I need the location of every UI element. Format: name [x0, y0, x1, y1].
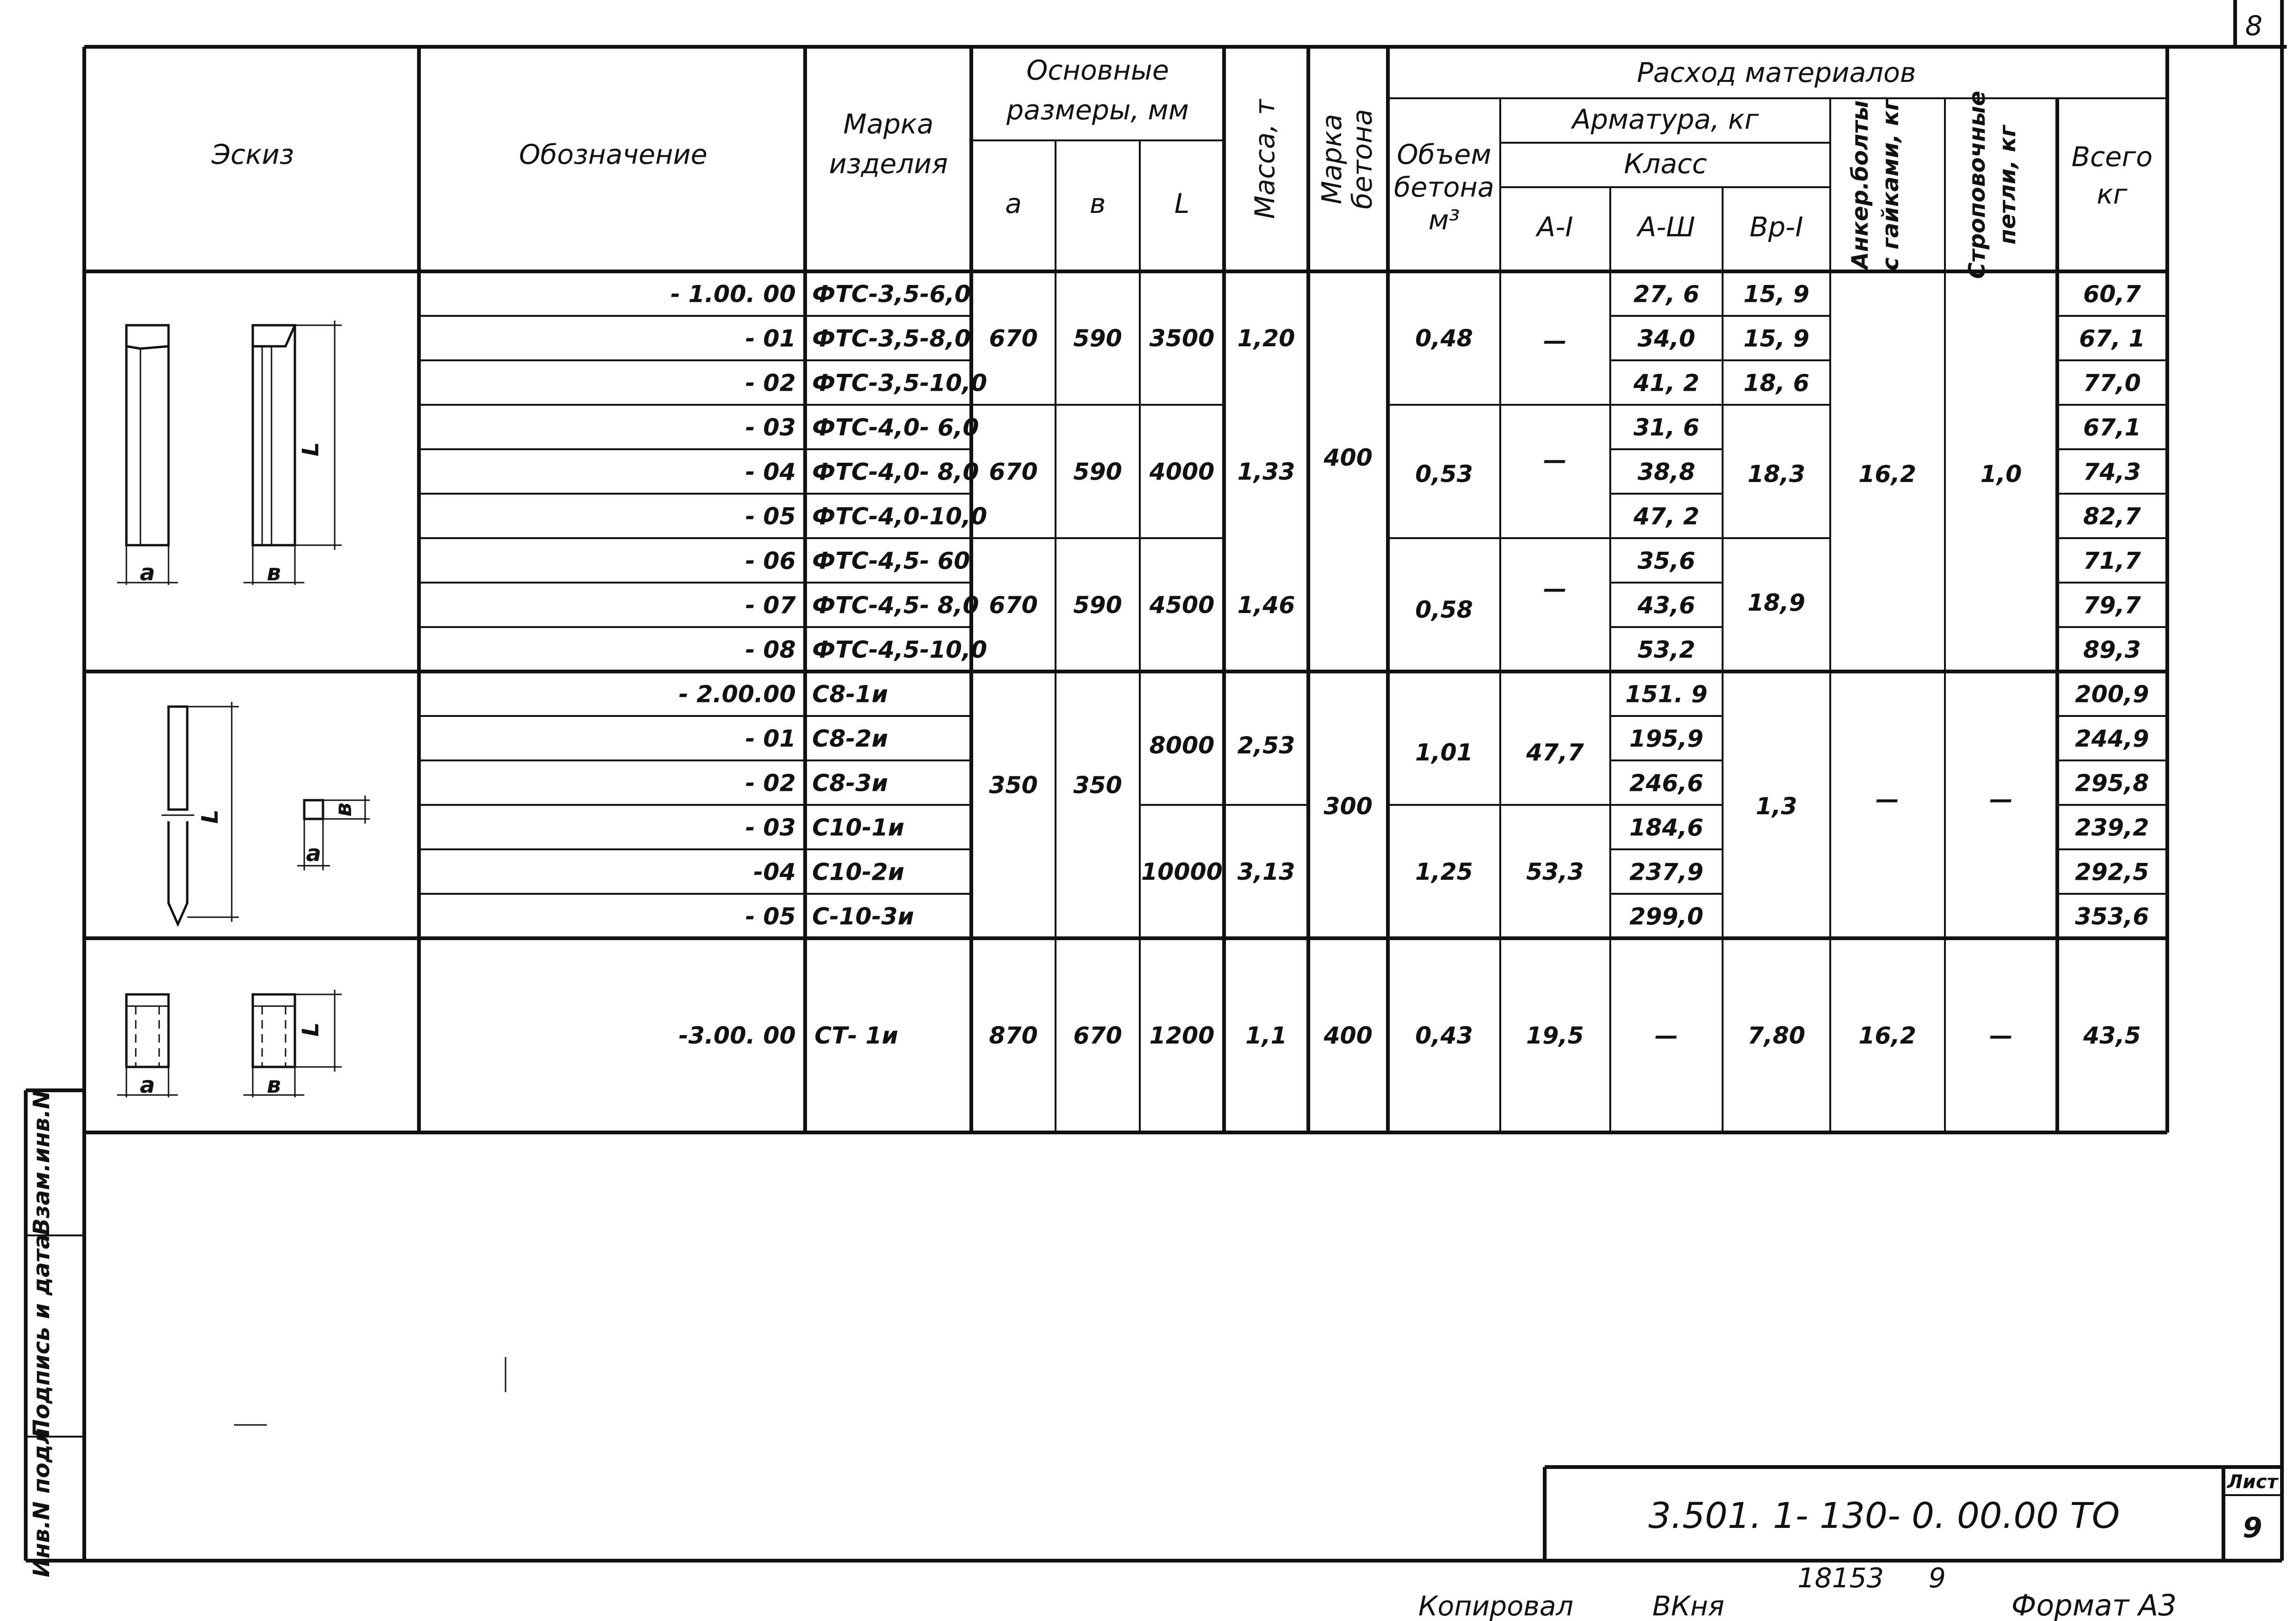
cell-vsego: 89,3	[2083, 636, 2141, 664]
s-vr1: 1,3	[1755, 793, 1797, 820]
cell-marka: С-10-3и	[812, 903, 914, 930]
s8-a1: 47,7	[1526, 739, 1584, 766]
g2-massa: 1,33	[1237, 458, 1295, 485]
cell-oboznachenie: - 07	[745, 591, 796, 619]
header-vsego-2: кг	[2097, 178, 2127, 210]
cell-marka: С10-2и	[812, 858, 904, 886]
cell-a3: 53,2	[1637, 636, 1695, 664]
header-osn-1: Основные	[1026, 54, 1169, 86]
g2-b: 590	[1073, 458, 1122, 485]
s8-obem: 1,01	[1415, 739, 1473, 766]
cell-vsego: 71,7	[2083, 547, 2141, 575]
cell-oboznachenie: - 03	[745, 814, 796, 841]
header-obem-1: Объем	[1397, 139, 1491, 170]
footer-format: Формат А3	[2011, 1588, 2177, 1621]
cell-marka: С8-1и	[812, 680, 888, 708]
cell-marka: С8-2и	[812, 725, 888, 752]
header-dim-l: L	[1174, 188, 1190, 219]
header-marka-betona-1: Марка	[1316, 114, 1348, 204]
st-l: 1200	[1149, 1022, 1215, 1049]
footer	[1418, 1562, 2177, 1621]
cell-oboznachenie: - 01	[745, 325, 796, 352]
g1-a1: —	[1543, 327, 1567, 354]
cell-vsego: 67, 1	[2079, 325, 2145, 352]
cell-oboznachenie: - 2.00.00	[678, 680, 796, 708]
side-stamp	[26, 1090, 84, 1577]
cell-vr1: 15, 9	[1743, 280, 1810, 308]
sketch-st-label-a: a	[139, 1072, 155, 1098]
st-oboz: -3.00. 00	[678, 1022, 796, 1049]
cell-vsego: 77,0	[2083, 369, 2141, 397]
cell-marka: ФТС-4,0- 8,0	[812, 458, 979, 486]
sketch-pile-label-b: в	[330, 802, 357, 817]
cell-a3: 34,0	[1637, 325, 1695, 352]
st-massa: 1,1	[1245, 1022, 1287, 1049]
g2-obem: 0,53	[1415, 460, 1473, 488]
st-a1: 19,5	[1526, 1022, 1584, 1049]
header-armatura: Арматура, кг	[1572, 103, 1759, 135]
g3-massa: 1,46	[1237, 591, 1295, 619]
cell-a3: 35,6	[1637, 547, 1695, 575]
footer-number-2: 9	[1929, 1562, 1946, 1594]
sketch-ftc-side	[243, 321, 342, 586]
header-strop-1: Строповочные	[1964, 91, 1990, 279]
cell-a3: 151. 9	[1625, 680, 1708, 708]
cell-marka: ФТС-3,5-10,0	[812, 369, 987, 397]
footer-signature: ВКня	[1652, 1590, 1724, 1621]
cell-vsego: 60,7	[2083, 280, 2141, 308]
header-strop-2: петли, кг	[1995, 125, 2021, 245]
g1-a: 670	[989, 325, 1038, 352]
st-strop: —	[1989, 1022, 2013, 1049]
cell-vsego: 67,1	[2083, 414, 2141, 441]
footer-kopiroval: Копировал	[1418, 1590, 1574, 1621]
s8-l: 8000	[1149, 732, 1215, 759]
header-a3: А-Ш	[1637, 211, 1695, 243]
st-obem: 0,43	[1415, 1022, 1473, 1049]
sheet-number-top: 8	[2245, 10, 2263, 42]
header-obem-2: бетона	[1394, 171, 1495, 203]
cell-a3: 47, 2	[1633, 503, 1700, 530]
cell-a3: 38,8	[1637, 458, 1695, 486]
g3-a1: —	[1543, 575, 1567, 602]
footer-number: 18153	[1797, 1562, 1884, 1594]
s10-obem: 1,25	[1415, 858, 1473, 885]
cell-vsego: 239,2	[2075, 814, 2149, 841]
cell-oboznachenie: - 02	[745, 369, 796, 397]
title-block	[1545, 1467, 2282, 1561]
cell-a3: 184,6	[1629, 814, 1704, 841]
g3-vr1: 18,9	[1747, 589, 1805, 616]
stamp-podpis: Подпись и дата	[29, 1234, 55, 1438]
s10-a1: 53,3	[1526, 858, 1584, 885]
s-a: 350	[989, 772, 1038, 799]
sketch-ftc-front	[117, 325, 178, 586]
cell-vsego: 292,5	[2075, 858, 2149, 886]
s-anker: —	[1876, 786, 1899, 813]
page-frame	[84, 0, 2287, 1561]
ftc-anker: 16,2	[1858, 460, 1916, 488]
cell-vr1: 15, 9	[1743, 325, 1810, 352]
cell-marka: ФТС-3,5-6,0	[812, 280, 971, 308]
sketch-pile	[161, 702, 370, 924]
cell-marka: ФТС-3,5-8,0	[812, 325, 971, 352]
cell-marka: ФТС-4,5-10,0	[812, 636, 987, 664]
cell-marka: С10-1и	[812, 814, 904, 841]
g3-l: 4500	[1149, 591, 1215, 619]
header-obem-3: м³	[1428, 204, 1460, 236]
g1-l: 3500	[1149, 325, 1215, 352]
cell-vsego: 244,9	[2075, 725, 2149, 752]
g2-vr1: 18,3	[1747, 460, 1805, 488]
stamp-inv-podl: Инв.N подл.	[29, 1419, 55, 1577]
cell-a3: 27, 6	[1633, 280, 1700, 308]
st-anker: 16,2	[1858, 1022, 1916, 1049]
g2-l: 4000	[1149, 458, 1215, 485]
cell-marka: ФТС-4,5- 60	[812, 547, 970, 575]
cell-a3: 43,6	[1637, 591, 1695, 619]
cell-vsego: 82,7	[2083, 503, 2141, 530]
cell-oboznachenie: - 1.00. 00	[670, 280, 796, 308]
cell-oboznachenie: - 04	[745, 458, 796, 486]
header-anker-2: с гайками, кг	[1878, 99, 1904, 271]
st-a3: —	[1655, 1022, 1678, 1049]
sketch-ftc-label-a: a	[139, 560, 155, 586]
cell-oboznachenie: - 05	[745, 503, 796, 530]
st-vsego: 43,5	[2083, 1022, 2141, 1049]
header-marka-2: изделия	[829, 148, 948, 180]
s8-massa: 2,53	[1237, 732, 1295, 759]
table-header	[211, 54, 2153, 279]
cell-vsego: 79,7	[2083, 591, 2141, 619]
ftc-strop: 1,0	[1980, 460, 2022, 488]
g3-a: 670	[989, 591, 1038, 619]
g2-a1: —	[1543, 446, 1567, 474]
cell-oboznachenie: - 03	[745, 414, 796, 441]
cell-marka: ФТС-4,5- 8,0	[812, 591, 979, 619]
cell-marka: ФТС-4,0-10,0	[812, 503, 987, 530]
header-anker-1: Анкер.болты	[1847, 100, 1873, 270]
header-dim-a: a	[1005, 188, 1022, 219]
row-st	[679, 1022, 2141, 1049]
table-rows	[670, 281, 2149, 930]
s-strop: —	[1989, 786, 2013, 813]
cell-a3: 195,9	[1629, 725, 1704, 752]
ftc-beton: 400	[1323, 444, 1373, 471]
cell-vr1: 18, 6	[1743, 369, 1810, 397]
header-massa: Масса, т	[1249, 99, 1281, 219]
sketch-st-label-b: в	[266, 1072, 281, 1098]
header-klass: Класс	[1624, 148, 1707, 180]
header-dim-b: в	[1089, 188, 1106, 219]
list-value: 9	[2243, 1511, 2262, 1544]
header-oboznachenie: Обозначение	[519, 139, 708, 170]
cell-oboznachenie: - 06	[745, 547, 796, 575]
st-marka: СТ- 1и	[814, 1022, 898, 1049]
cell-a3: 299,0	[1629, 903, 1704, 930]
sketch-st-front	[117, 994, 178, 1098]
header-marka-betona-2: бетона	[1346, 109, 1378, 210]
s10-l: 10000	[1141, 858, 1223, 885]
group-ftc-35	[989, 325, 1567, 354]
header-marka-1: Марка	[843, 108, 934, 140]
st-vr1: 7,80	[1747, 1022, 1805, 1049]
cell-a3: 246,6	[1629, 769, 1704, 797]
cell-a3: 237,9	[1629, 858, 1704, 886]
g1-obem: 0,48	[1415, 325, 1473, 352]
header-a1: А-I	[1537, 211, 1573, 243]
cell-oboznachenie: -04	[753, 858, 796, 886]
sketch-st-side	[243, 990, 342, 1098]
g1-b: 590	[1073, 325, 1122, 352]
sketch-pile-label-a: a	[306, 840, 322, 867]
document-code: 3.501. 1- 130- 0. 00.00 ТО	[1648, 1495, 2120, 1536]
st-b: 670	[1073, 1022, 1122, 1049]
s-beton: 300	[1323, 793, 1373, 820]
cell-oboznachenie: - 08	[745, 636, 796, 664]
g3-obem: 0,58	[1415, 596, 1473, 623]
cell-a3: 41, 2	[1633, 369, 1700, 397]
sketch-ftc-label-l: L	[298, 442, 324, 457]
st-a: 870	[989, 1022, 1038, 1049]
cell-oboznachenie: - 02	[745, 769, 796, 797]
header-vr1: Вр-I	[1749, 211, 1804, 243]
header-eskiz: Эскиз	[212, 139, 294, 170]
cell-marka: ФТС-4,0- 6,0	[812, 414, 979, 441]
g1-massa: 1,20	[1237, 325, 1295, 352]
sketch-st-label-l: L	[298, 1022, 324, 1037]
header-vsego-1: Всего	[2071, 141, 2153, 173]
header-rashod: Расход материалов	[1636, 57, 1916, 88]
g3-b: 590	[1073, 591, 1122, 619]
cell-vsego: 295,8	[2075, 769, 2149, 797]
header-osn-2: размеры, мм	[1006, 94, 1189, 126]
cell-oboznachenie: - 01	[745, 725, 796, 752]
list-label: Лист	[2227, 1471, 2278, 1493]
cell-vsego: 74,3	[2083, 458, 2141, 486]
cell-a3: 31, 6	[1633, 414, 1700, 441]
cell-oboznachenie: - 05	[745, 903, 796, 930]
cell-marka: С8-3и	[812, 769, 888, 797]
st-beton: 400	[1323, 1022, 1373, 1049]
s10-massa: 3,13	[1237, 858, 1295, 885]
s-b: 350	[1073, 772, 1122, 799]
sketch-pile-label-l: L	[197, 809, 223, 824]
g2-a: 670	[989, 458, 1038, 485]
sketch-ftc-label-b: в	[266, 560, 281, 586]
cell-vsego: 353,6	[2075, 903, 2149, 930]
cell-vsego: 200,9	[2075, 680, 2149, 708]
stamp-vzam: Взам.инв.N	[29, 1090, 55, 1235]
